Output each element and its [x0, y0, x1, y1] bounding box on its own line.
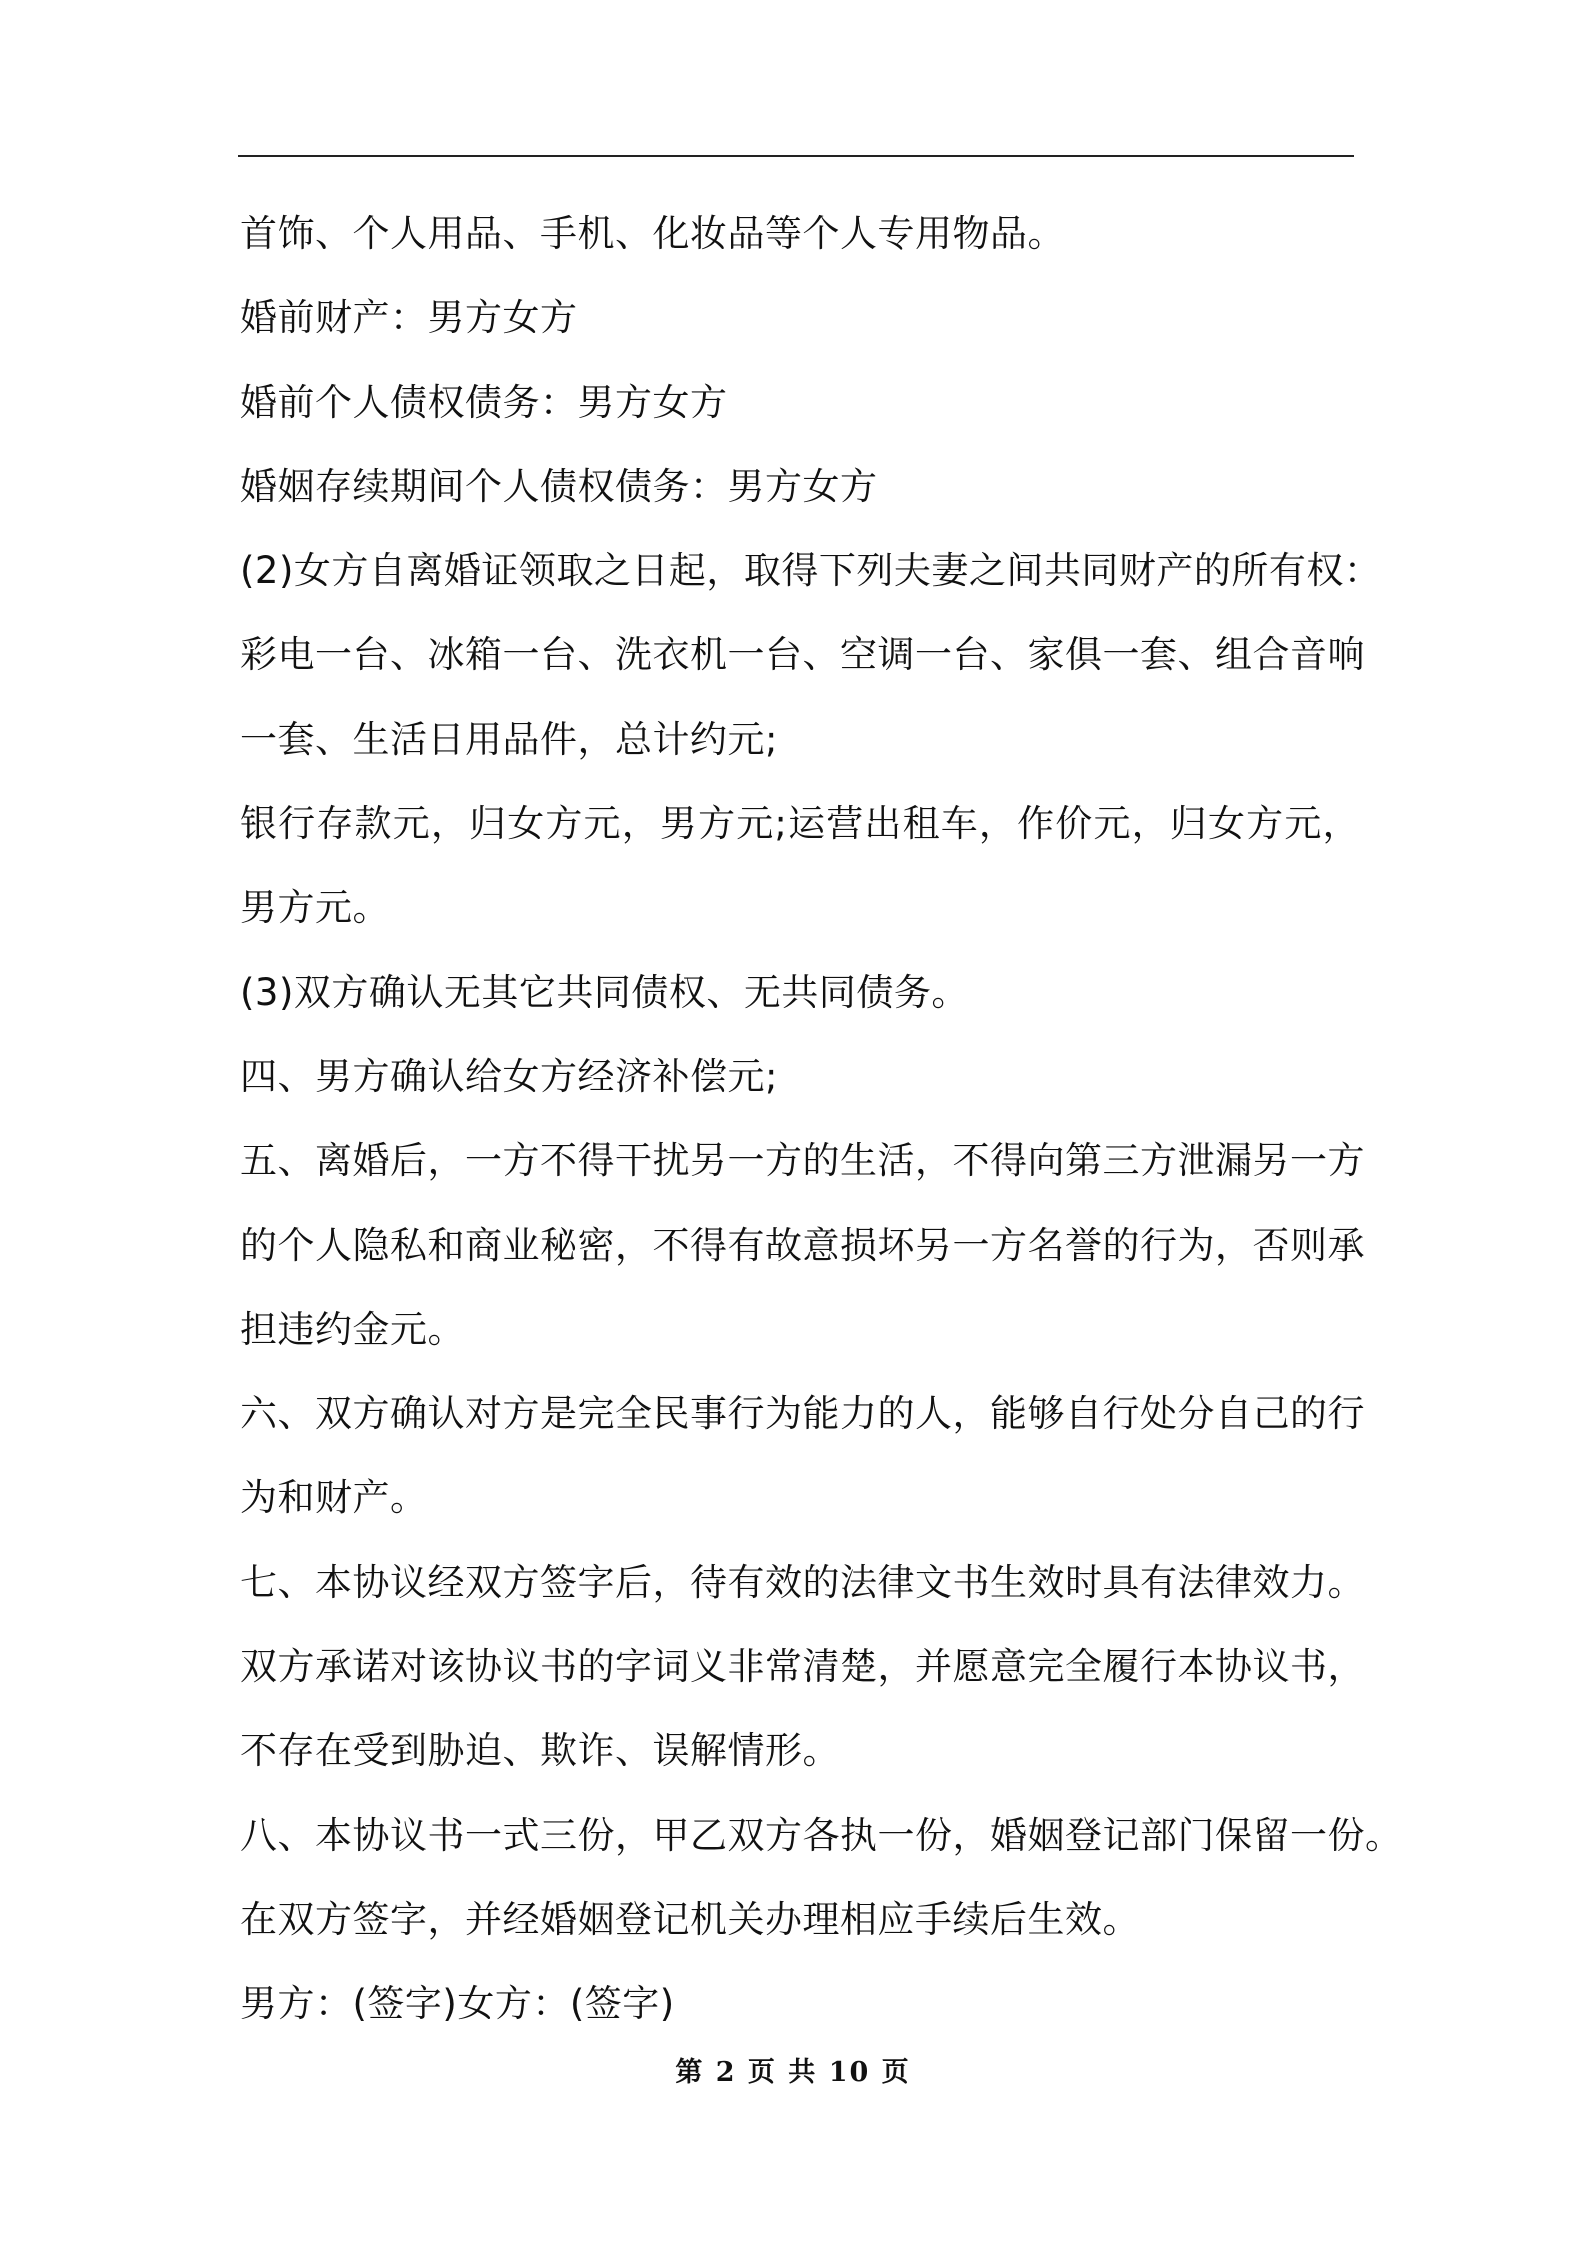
text-line: 一套、生活日用品件，总计约元; [240, 717, 778, 761]
text-line: 婚姻存续期间个人债权债务：男方女方 [240, 464, 878, 508]
text-line: 婚前财产：男方女方 [240, 296, 578, 340]
text-line: 男方：(签字)女方：(签字) [240, 1982, 675, 2026]
text-line: 的个人隐私和商业秘密，不得有故意损坏另一方名誉的行为，否则承 [240, 1223, 1365, 1267]
header-rule [238, 155, 1354, 157]
text-line: 六、双方确认对方是完全民事行为能力的人，能够自行处分自己的行 [240, 1392, 1365, 1436]
text-line: 银行存款元，归女方元，男方元;运营出租车，作价元，归女方元， [240, 802, 1360, 846]
text-line: 不存在受到胁迫、欺诈、误解情形。 [240, 1729, 840, 1773]
text-line: 五、离婚后，一方不得干扰另一方的生活，不得向第三方泄漏另一方 [240, 1139, 1365, 1183]
document-body [240, 192, 1403, 2047]
text-line: 八、本协议书一式三份，甲乙双方各执一份，婚姻登记部门保留一份。 [240, 1813, 1403, 1857]
text-line: 首饰、个人用品、手机、化妆品等个人专用物品。 [240, 212, 1065, 255]
text-line: (2)女方自离婚证领取之日起，取得下列夫妻之间共同财产的所有权： [240, 549, 1382, 593]
text-line: 七、本协议经双方签字后，待有效的法律文书生效时具有法律效力。 [240, 1560, 1365, 1604]
text-line: (3)双方确认无其它共同债权、无共同债务。 [240, 970, 969, 1014]
text-line: 婚前个人债权债务：男方女方 [240, 380, 728, 424]
text-line: 四、男方确认给女方经济补偿元; [240, 1054, 778, 1098]
text-line: 担违约金元。 [240, 1307, 465, 1351]
text-line: 彩电一台、冰箱一台、洗衣机一台、空调一台、家俱一套、组合音响 [240, 633, 1365, 677]
text-line: 男方元。 [240, 886, 390, 930]
page-footer: 第 2 页 共 10 页 [675, 2057, 911, 2088]
text-line: 双方承诺对该协议书的字词义非常清楚，并愿意完全履行本协议书， [240, 1645, 1365, 1689]
text-line: 为和财产。 [240, 1476, 428, 1520]
text-line: 在双方签字，并经婚姻登记机关办理相应手续后生效。 [240, 1897, 1140, 1941]
